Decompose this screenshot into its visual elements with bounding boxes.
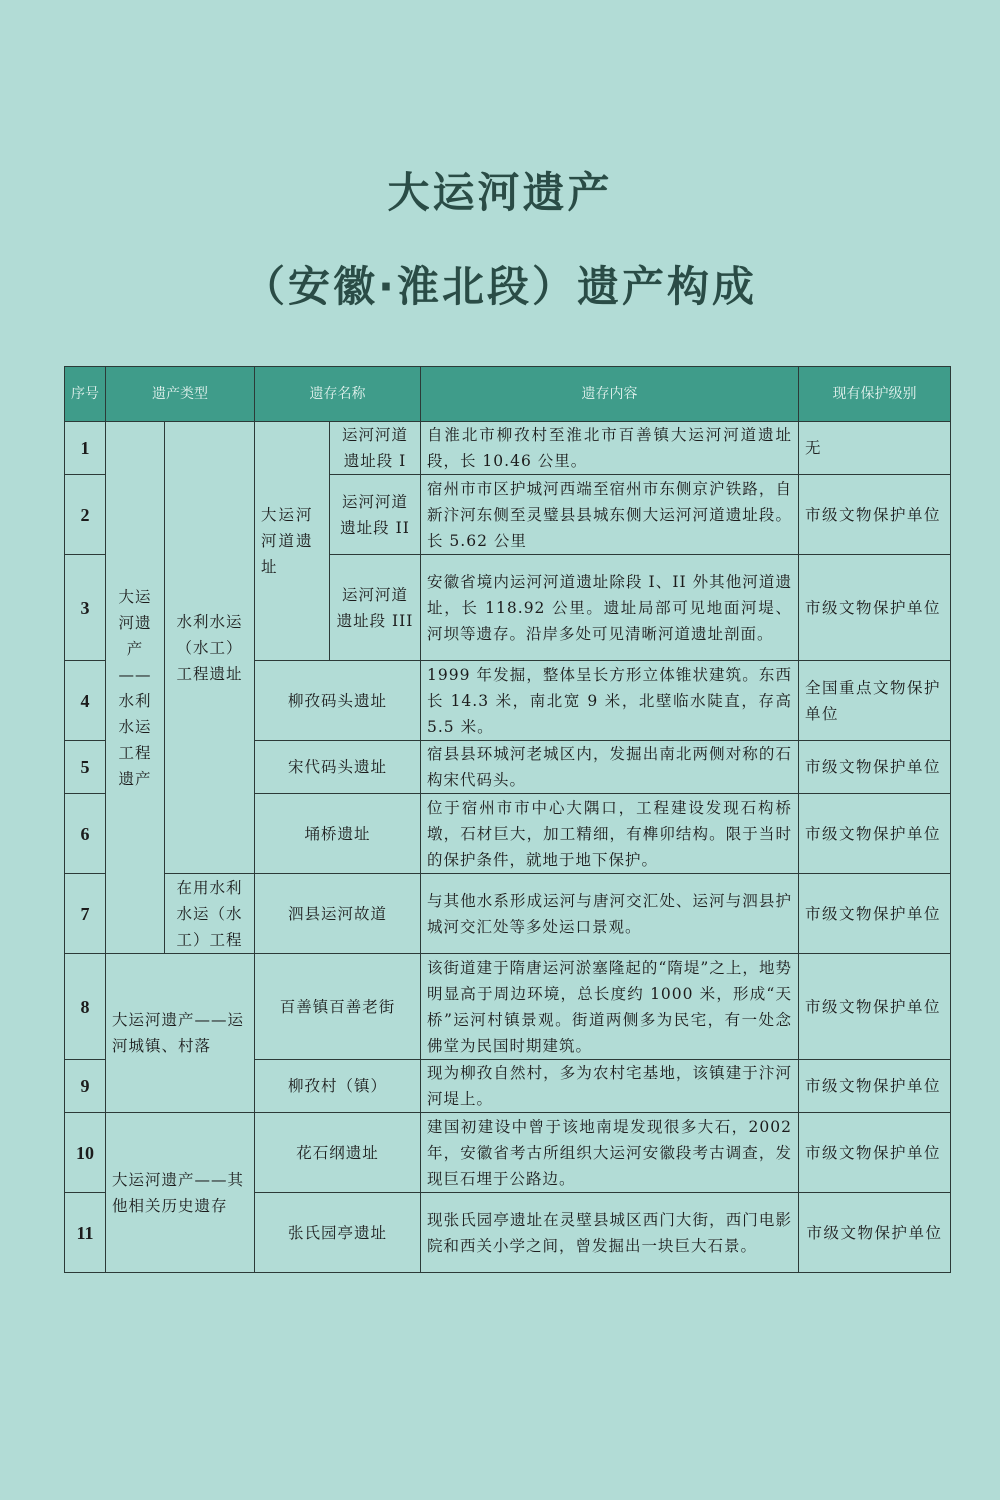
row-number: 2 bbox=[65, 475, 106, 555]
header-level: 现有保护级别 bbox=[799, 367, 951, 422]
heritage-content: 现张氏园亭遗址在灵壁县城区西门大街，西门电影院和西关小学之间，曾发掘出一块巨大石景。 bbox=[421, 1193, 799, 1273]
heritage-name: 花石纲遗址 bbox=[255, 1113, 421, 1193]
heritage-content: 位于宿州市市中心大隅口，工程建设发现石构桥墩，石材巨大，加工精细，有榫卯结构。限于当时的保护条件，就地于地下保护。 bbox=[421, 794, 799, 874]
protection-level: 市级文物保护单位 bbox=[799, 1113, 951, 1193]
header-num: 序号 bbox=[65, 367, 106, 422]
heritage-content: 自淮北市柳孜村至淮北市百善镇大运河河道遗址段，长 10.46 公里。 bbox=[421, 422, 799, 475]
row-number: 9 bbox=[65, 1060, 106, 1113]
row-number: 3 bbox=[65, 555, 106, 661]
row-number: 1 bbox=[65, 422, 106, 475]
heritage-name: 运河河道遗址段 I bbox=[330, 422, 421, 475]
header-name: 遗存名称 bbox=[255, 367, 421, 422]
row-number: 4 bbox=[65, 661, 106, 741]
heritage-name: 运河河道遗址段 II bbox=[330, 475, 421, 555]
heritage-content: 现为柳孜自然村，多为农村宅基地，该镇建于汴河河堤上。 bbox=[421, 1060, 799, 1113]
canal-group-name: 大运河河道遗址 bbox=[255, 422, 330, 661]
heritage-name: 泗县运河故道 bbox=[255, 874, 421, 954]
type-water-sub-2: 在用水利水运（水工）工程 bbox=[165, 874, 255, 954]
row-number: 6 bbox=[65, 794, 106, 874]
heritage-name: 柳孜码头遗址 bbox=[255, 661, 421, 741]
heritage-name: 宋代码头遗址 bbox=[255, 741, 421, 794]
heritage-name: 运河河道遗址段 III bbox=[330, 555, 421, 661]
row-number: 10 bbox=[65, 1113, 106, 1193]
heritage-name: 张氏园亭遗址 bbox=[255, 1193, 421, 1273]
row-number: 5 bbox=[65, 741, 106, 794]
heritage-content: 宿县县环城河老城区内，发掘出南北两侧对称的石构宋代码头。 bbox=[421, 741, 799, 794]
row-number: 8 bbox=[65, 954, 106, 1060]
protection-level: 市级文物保护单位 bbox=[799, 741, 951, 794]
heritage-table bbox=[64, 366, 951, 1273]
type-towns: 大运河遗产——运河城镇、村落 bbox=[106, 954, 255, 1113]
protection-level: 市级文物保护单位 bbox=[799, 794, 951, 874]
heritage-content: 该街道建于隋唐运河淤塞隆起的“隋堤”之上，地势明显高于周边环境，总长度约 1000 米，形成“天桥”运河村镇景观。街道两侧多为民宅，有一处念佛堂为民国时期建筑。 bbox=[421, 954, 799, 1060]
heritage-content: 建国初建设中曾于该地南堤发现很多大石，2002 年，安徽省考古所组织大运河安徽段考古调查，发现巨石埋于公路边。 bbox=[421, 1113, 799, 1193]
heritage-name: 百善镇百善老街 bbox=[255, 954, 421, 1060]
heritage-name: 柳孜村（镇） bbox=[255, 1060, 421, 1113]
row-number: 11 bbox=[65, 1193, 106, 1273]
header-content: 遗存内容 bbox=[421, 367, 799, 422]
heritage-content: 与其他水系形成运河与唐河交汇处、运河与泗县护城河交汇处等多处运口景观。 bbox=[421, 874, 799, 954]
type-water-main: 大运河遗产——水利水运工程遗产 bbox=[106, 422, 165, 954]
heritage-content: 1999 年发掘，整体呈长方形立体锥状建筑。东西长 14.3 米，南北宽 9 米，北壁临水陡直，存高 5.5 米。 bbox=[421, 661, 799, 741]
table-row bbox=[65, 874, 951, 954]
header-type: 遗产类型 bbox=[106, 367, 255, 422]
page-subtitle: （安徽·淮北段）遗产构成 bbox=[243, 262, 757, 311]
row-number: 7 bbox=[65, 874, 106, 954]
heritage-name: 埇桥遗址 bbox=[255, 794, 421, 874]
table-row bbox=[65, 422, 951, 475]
table-row bbox=[65, 954, 951, 1060]
table-row bbox=[65, 1113, 951, 1193]
protection-level: 市级文物保护单位 bbox=[799, 555, 951, 661]
protection-level: 市级文物保护单位 bbox=[799, 954, 951, 1060]
protection-level: 全国重点文物保护单位 bbox=[799, 661, 951, 741]
protection-level: 市级文物保护单位 bbox=[799, 1193, 951, 1273]
table-header-row bbox=[65, 367, 951, 422]
protection-level: 市级文物保护单位 bbox=[799, 1060, 951, 1113]
type-water-sub-1: 水利水运（水工）工程遗址 bbox=[165, 422, 255, 874]
protection-level: 无 bbox=[799, 422, 951, 475]
page-title: 大运河遗产 bbox=[387, 168, 613, 217]
heritage-content: 安徽省境内运河河道遗址除段 I、II 外其他河道遗址，长 118.92 公里。遗址局部可见地面河堤、河坝等遗存。沿岸多处可见清晰河道遗址剖面。 bbox=[421, 555, 799, 661]
type-other: 大运河遗产——其他相关历史遗存 bbox=[106, 1113, 255, 1273]
protection-level: 市级文物保护单位 bbox=[799, 874, 951, 954]
heritage-content: 宿州市市区护城河西端至宿州市东侧京沪铁路，自新汴河东侧至灵璧县县城东侧大运河河道遗址段。长 5.62 公里 bbox=[421, 475, 799, 555]
protection-level: 市级文物保护单位 bbox=[799, 475, 951, 555]
